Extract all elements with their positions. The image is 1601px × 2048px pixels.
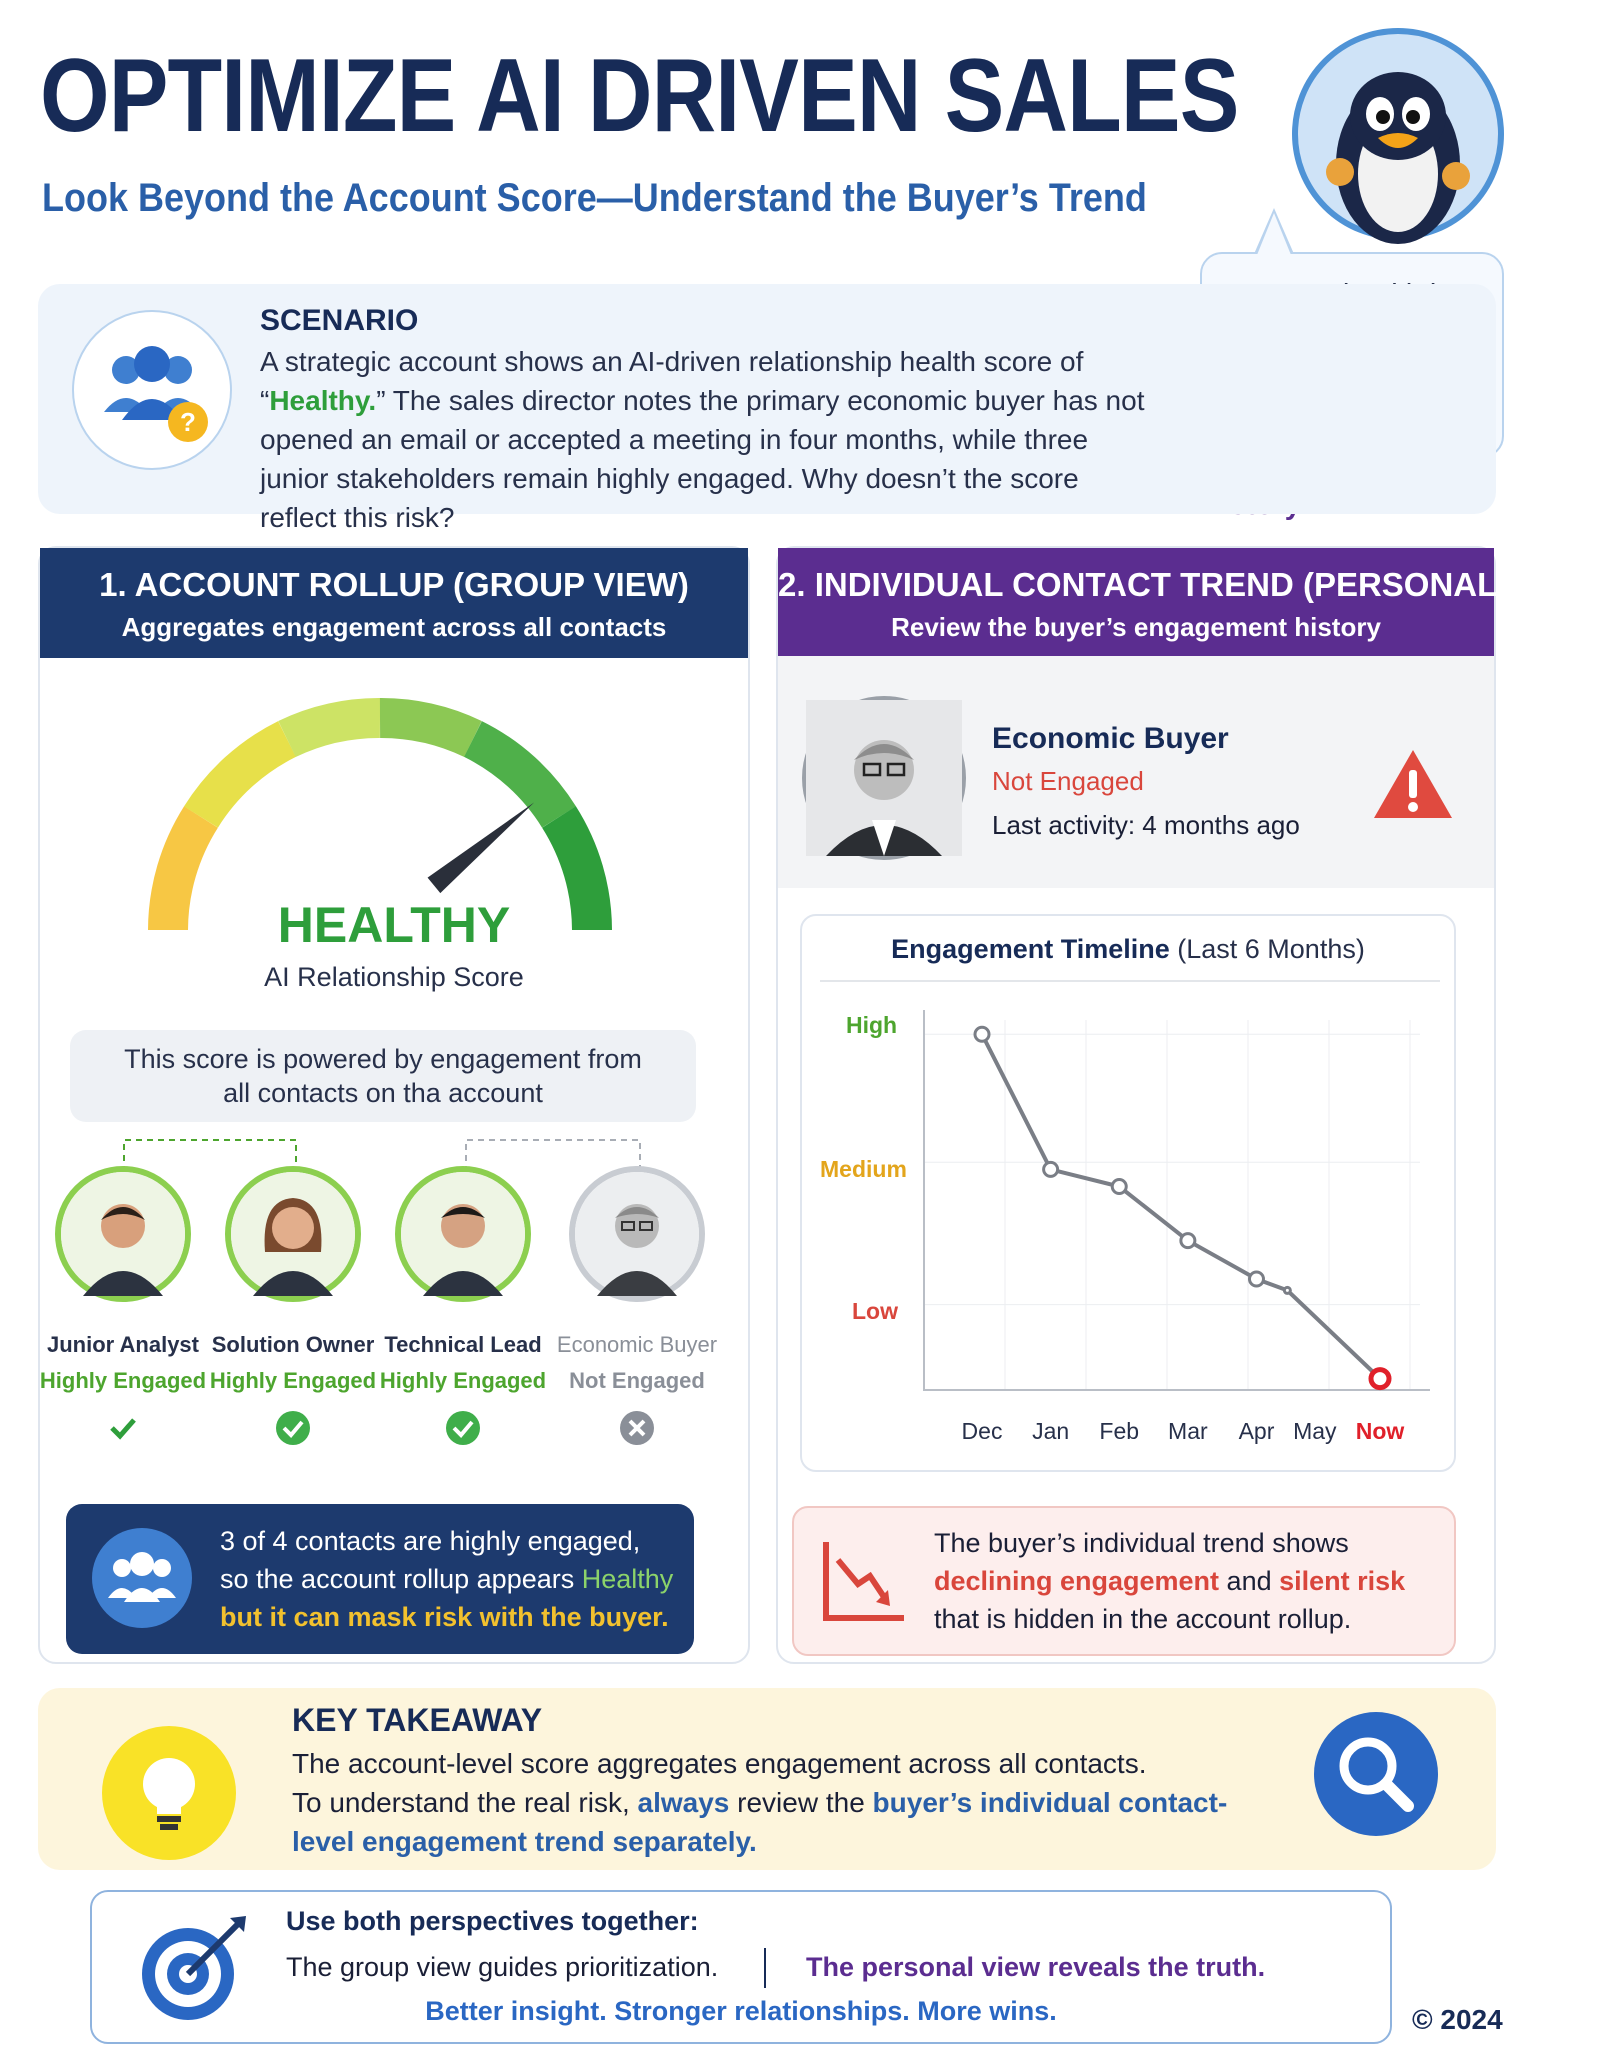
level-medium-label: Medium (820, 1156, 907, 1182)
check-circle-icon (275, 1410, 311, 1446)
scenario-heading: SCENARIO (260, 304, 419, 337)
rollup-summary-text: 3 of 4 contacts are highly engaged, so the account rollup appears Healthy but it can mask risk with the buyer. (220, 1526, 674, 1632)
contact-junior-analyst: Junior Analyst Highly Engaged (38, 1166, 208, 1451)
score-word: HEALTHY (277, 897, 511, 953)
x-tick-label: May (1293, 1418, 1337, 1444)
perspectives-heading: Use both perspectives together: (286, 1906, 699, 1936)
declining-trend-icon (818, 1536, 908, 1626)
penguin-mascot-icon (1292, 28, 1504, 240)
copyright: © 2024 (1412, 2004, 1503, 2035)
data-point-now (1371, 1370, 1389, 1388)
page-title: OPTIMIZE AI DRIVEN SALES (40, 38, 1239, 154)
magnifier-icon (1314, 1712, 1438, 1836)
avatar (395, 1166, 531, 1302)
x-tick-label: Mar (1168, 1418, 1208, 1444)
gauge-needle (428, 803, 535, 894)
level-high-label: High (846, 1012, 898, 1038)
divider (764, 1948, 766, 1988)
lightbulb-icon (102, 1726, 236, 1860)
data-point (1044, 1162, 1058, 1176)
x-tick-label: Feb (1099, 1418, 1140, 1444)
svg-text:?: ? (180, 407, 196, 437)
buyer-name: Economic Buyer (992, 722, 1229, 755)
scenario-text: A strategic account shows an AI-driven relationship health score of “Healthy.” The sales director notes the primary economic buyer has not opened an email or accepted a meeting in four months, while three junior stakeholders remain highly engaged. Why doesn’t the score reflect this risk? (260, 346, 1145, 533)
powered-note: This score is powered by engagement from all contacts on tha account (70, 1030, 696, 1122)
avatar (569, 1166, 705, 1302)
x-tick-label: Now (1355, 1418, 1405, 1444)
x-tick-label: Dec (961, 1418, 1003, 1444)
check-icon (105, 1410, 141, 1446)
rollup-subheading: Aggregates engagement across all contacts (121, 612, 667, 642)
takeaway-text: The account-level score aggregates engagement across all contacts. To understand the real risk, always review the buyer’s individual contact-level engagement trend separately. (292, 1748, 1228, 1857)
group-view-text: The group view guides prioritization. (286, 1952, 719, 1982)
data-point (1249, 1272, 1263, 1286)
buyer-status: Not Engaged (992, 766, 1144, 796)
individual-heading: 2. INDIVIDUAL CONTACT TREND (PERSONAL VIEW) (778, 566, 1601, 603)
data-point (975, 1027, 989, 1041)
data-point (1181, 1234, 1195, 1248)
contact-solution-owner: Solution Owner Highly Engaged (208, 1166, 378, 1451)
avatar (55, 1166, 191, 1302)
tagline: Better insight. Stronger relationships. More wins. (425, 1996, 1057, 2026)
timeline-title: Engagement Timeline (Last 6 Months) (891, 934, 1365, 964)
avatar (225, 1166, 361, 1302)
data-point (1112, 1180, 1126, 1194)
warning-icon (1372, 748, 1454, 820)
score-label: AI Relationship Score (264, 962, 524, 992)
team-icon (92, 1528, 192, 1628)
group-question-icon (72, 310, 232, 470)
takeaway-heading: KEY TAKEAWAY (292, 1702, 543, 1738)
page-subtitle: Look Beyond the Account Score—Understand the Buyer’s Trend (42, 176, 1147, 220)
buyer-last-activity: Last activity: 4 months ago (992, 810, 1300, 840)
rollup-heading: 1. ACCOUNT ROLLUP (GROUP VIEW) (99, 566, 689, 603)
personal-view-text: The personal view reveals the truth. (806, 1952, 1266, 1982)
contact-technical-lead: Technical Lead Highly Engaged (378, 1166, 548, 1451)
timeline-divider (820, 980, 1440, 983)
individual-subheading: Review the buyer’s engagement history (891, 612, 1381, 642)
buyer-avatar (802, 696, 966, 860)
x-circle-icon (619, 1410, 655, 1446)
check-circle-icon (445, 1410, 481, 1446)
x-tick-label: Jan (1032, 1418, 1070, 1444)
series-line (982, 1034, 1380, 1378)
risk-summary-text: The buyer’s individual trend shows declining engagement and silent risk that is hidden in the account rollup. (934, 1528, 1406, 1634)
x-tick-label: Apr (1238, 1418, 1275, 1444)
level-low-label: Low (852, 1298, 898, 1324)
engagement-line-chart (900, 1000, 1440, 1420)
contact-economic-buyer: Economic Buyer Not Engaged (552, 1166, 722, 1451)
data-point (1284, 1287, 1290, 1293)
